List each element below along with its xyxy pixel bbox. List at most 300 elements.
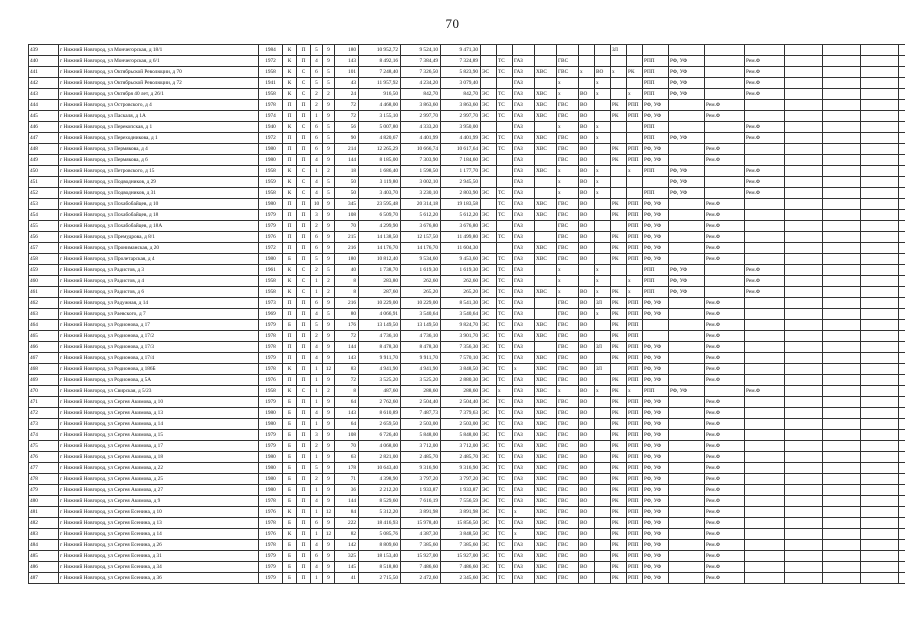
cell-area_living: 1 738,70 — [359, 265, 401, 276]
cell-area_apt: 2 472,60 — [401, 573, 441, 584]
cell-c18 — [899, 430, 905, 441]
table-row — [29, 287, 905, 298]
cell-c11: РФ, УФ — [643, 353, 669, 364]
cell-c15 — [785, 463, 823, 474]
cell-no: 479 — [29, 485, 59, 496]
cell-c15 — [785, 430, 823, 441]
cell-apts: 9 — [323, 463, 335, 474]
cell-c18 — [899, 155, 905, 166]
cell-c7: ВО — [579, 485, 595, 496]
cell-address: г Нижний Новгород, ул Пермякова, д 6 — [59, 155, 259, 166]
cell-no: 474 — [29, 430, 59, 441]
cell-area_apt: 9 534,60 — [401, 254, 441, 265]
cell-area_living: 9 911,70 — [359, 353, 401, 364]
cell-c16 — [823, 540, 861, 551]
cell-c16 — [823, 100, 861, 111]
cell-no: 459 — [29, 265, 59, 276]
cell-area_apt: 10 666,74 — [401, 144, 441, 155]
cell-c7: ВО — [579, 562, 595, 573]
cell-c1: 9 471,30 — [441, 45, 481, 56]
table-row — [29, 78, 905, 89]
cell-c11: РФ, УФ — [643, 507, 669, 518]
table-row — [29, 353, 905, 364]
cell-c17 — [861, 364, 899, 375]
table-row — [29, 243, 905, 254]
cell-c10: РПП — [627, 408, 643, 419]
cell-c11: РПП — [643, 78, 669, 89]
cell-c2 — [481, 177, 497, 188]
cell-apts: 9 — [323, 573, 335, 584]
cell-c8 — [595, 518, 611, 529]
cell-c8 — [595, 56, 611, 67]
cell-address: г Нижний Новгород, ул Мончегорская, д 6/1 — [59, 56, 259, 67]
cell-c5 — [535, 188, 557, 199]
table-row — [29, 342, 905, 353]
cell-c16 — [823, 177, 861, 188]
cell-c10 — [627, 188, 643, 199]
cell-c17 — [861, 485, 899, 496]
cell-mat: С — [297, 67, 311, 78]
cell-c1: 2 945,50 — [441, 177, 481, 188]
cell-c5 — [535, 298, 557, 309]
cell-area_living: 487,60 — [359, 386, 401, 397]
cell-apts: 9 — [323, 298, 335, 309]
cell-c17 — [861, 111, 899, 122]
cell-mat: П — [297, 518, 311, 529]
cell-c16 — [823, 441, 861, 452]
cell-mat: П — [297, 100, 311, 111]
cell-c18 — [899, 133, 905, 144]
cell-c11: РФ, УФ — [643, 111, 669, 122]
cell-c10: РПП — [627, 111, 643, 122]
cell-c9: РК — [611, 518, 627, 529]
cell-area_living: 6 509,70 — [359, 210, 401, 221]
cell-c7: ВО — [579, 452, 595, 463]
cell-apts: 9 — [323, 474, 335, 485]
cell-c16 — [823, 287, 861, 298]
cell-cat: Б — [283, 540, 297, 551]
cell-year: 1958 — [259, 386, 283, 397]
cell-c3: ТС — [497, 232, 513, 243]
cell-c17 — [861, 375, 899, 386]
cell-c16 — [823, 573, 861, 584]
cell-c2: ЭС — [481, 353, 497, 364]
cell-area_living: 3 155,10 — [359, 111, 401, 122]
cell-c11: РПП — [643, 166, 669, 177]
cell-c14: Рем.Ф — [745, 188, 785, 199]
cell-area_total: 84 — [335, 507, 359, 518]
cell-c15 — [785, 507, 823, 518]
cell-c5: ХВС — [535, 441, 557, 452]
cell-c10: РПП — [627, 452, 643, 463]
cell-c13: Рем.Ф — [705, 518, 745, 529]
cell-c11: РФ, УФ — [643, 551, 669, 562]
cell-c13: Рем.Ф — [705, 430, 745, 441]
cell-c1: 3 863,60 — [441, 100, 481, 111]
cell-year: 1978 — [259, 496, 283, 507]
cell-c17 — [861, 100, 899, 111]
table-row — [29, 364, 905, 375]
cell-c18 — [899, 452, 905, 463]
cell-apts: 9 — [323, 551, 335, 562]
cell-c14 — [745, 309, 785, 320]
cell-area_living: 5 085,76 — [359, 529, 401, 540]
cell-area_apt: 13 149,50 — [401, 320, 441, 331]
cell-c14: Рем.Ф — [745, 89, 785, 100]
cell-c2 — [481, 243, 497, 254]
cell-c13: Рем.Ф — [705, 320, 745, 331]
cell-c11: РФ, УФ — [643, 364, 669, 375]
cell-c14 — [745, 507, 785, 518]
cell-c12: РФ, УФ — [669, 67, 705, 78]
cell-mat: П — [297, 331, 311, 342]
cell-c9 — [611, 276, 627, 287]
cell-mat: П — [297, 254, 311, 265]
cell-c18 — [899, 232, 905, 243]
cell-c8 — [595, 540, 611, 551]
cell-c16 — [823, 309, 861, 320]
cell-c1: 3 891,98 — [441, 507, 481, 518]
cell-c5 — [535, 221, 557, 232]
cell-c10: РПП — [627, 562, 643, 573]
cell-c9: РК — [611, 397, 627, 408]
cell-area_living: 4 398,90 — [359, 474, 401, 485]
cell-c17 — [861, 89, 899, 100]
cell-area_living: 4 736,10 — [359, 331, 401, 342]
cell-floors: 1 — [311, 529, 323, 540]
cell-c12 — [669, 408, 705, 419]
cell-c9: ЗЛ — [611, 45, 627, 56]
cell-area_living: 12 265,29 — [359, 144, 401, 155]
cell-area_total: 144 — [335, 342, 359, 353]
cell-c11: РПП — [643, 276, 669, 287]
cell-c7 — [579, 78, 595, 89]
cell-c8 — [595, 375, 611, 386]
cell-c16 — [823, 254, 861, 265]
cell-c12 — [669, 452, 705, 463]
cell-year: 1980 — [259, 474, 283, 485]
cell-c9: РК — [611, 320, 627, 331]
table-row — [29, 331, 905, 342]
cell-c12: РФ, УФ — [669, 265, 705, 276]
cell-address: г Нижний Новгород, ул Раевского, д 7 — [59, 309, 259, 320]
cell-area_total: 50 — [335, 177, 359, 188]
cell-area_living: 4 068,00 — [359, 441, 401, 452]
cell-c16 — [823, 408, 861, 419]
cell-floors: 2 — [311, 265, 323, 276]
cell-c16 — [823, 243, 861, 254]
cell-mat: П — [297, 474, 311, 485]
cell-c17 — [861, 265, 899, 276]
cell-c18 — [899, 309, 905, 320]
cell-area_apt: 1 933,87 — [401, 485, 441, 496]
cell-c15 — [785, 551, 823, 562]
cell-c7: ВО — [579, 540, 595, 551]
cell-c7: ВО — [579, 507, 595, 518]
cell-c13: Рем.Ф — [705, 353, 745, 364]
cell-c4: ГАЗ — [513, 452, 535, 463]
cell-c13: Рем.Ф — [705, 551, 745, 562]
cell-c8 — [595, 232, 611, 243]
cell-apts: 9 — [323, 199, 335, 210]
cell-c15 — [785, 408, 823, 419]
cell-c5 — [535, 122, 557, 133]
cell-apts: 9 — [323, 221, 335, 232]
cell-apts: 5 — [323, 78, 335, 89]
cell-c6: х — [557, 287, 579, 298]
cell-floors: 6 — [311, 232, 323, 243]
cell-mat: П — [297, 452, 311, 463]
cell-cat: Б — [283, 474, 297, 485]
cell-c7: ВО — [579, 375, 595, 386]
cell-c12 — [669, 221, 705, 232]
cell-c12 — [669, 122, 705, 133]
cell-c2: ЭС — [481, 529, 497, 540]
cell-year: 1958 — [259, 166, 283, 177]
cell-c9: РК — [611, 254, 627, 265]
cell-c12 — [669, 397, 705, 408]
cell-area_total: 70 — [335, 441, 359, 452]
cell-c1: 3 676,80 — [441, 221, 481, 232]
cell-cat: Б — [283, 452, 297, 463]
cell-c5: ХВС — [535, 518, 557, 529]
cell-address: г Нижний Новгород, ул Родионова, д 186Б — [59, 364, 259, 375]
cell-c10: РПП — [627, 375, 643, 386]
cell-c13 — [705, 287, 745, 298]
cell-c4: ГАЗ — [513, 441, 535, 452]
cell-c17 — [861, 353, 899, 364]
cell-c4: ГАЗ — [513, 166, 535, 177]
cell-c8 — [595, 45, 611, 56]
cell-no: 453 — [29, 199, 59, 210]
cell-address: г Нижний Новгород, ул Родионова, д 17/4 — [59, 353, 259, 364]
cell-c1: 3 901,70 — [441, 331, 481, 342]
cell-address: г Нижний Новгород, ул Сергея Акимова, д 18 — [59, 452, 259, 463]
cell-c15 — [785, 320, 823, 331]
cell-c5: ХВС — [535, 452, 557, 463]
cell-c2: ЭС — [481, 89, 497, 100]
cell-c10: РПП — [627, 309, 643, 320]
cell-year: 1969 — [259, 309, 283, 320]
cell-c8: х — [595, 133, 611, 144]
cell-area_apt: 5 612,20 — [401, 210, 441, 221]
cell-apts: 9 — [323, 562, 335, 573]
cell-c3: ТС — [497, 199, 513, 210]
cell-c5: ХВС — [535, 100, 557, 111]
cell-area_total: 72 — [335, 111, 359, 122]
cell-floors: 4 — [311, 56, 323, 67]
cell-c13: Рем.Ф — [705, 463, 745, 474]
cell-apts: 2 — [323, 276, 335, 287]
cell-c7: ВО — [579, 232, 595, 243]
cell-mat: П — [297, 353, 311, 364]
cell-c6: ГВС — [557, 243, 579, 254]
cell-c11 — [643, 177, 669, 188]
cell-c11: РФ, УФ — [643, 518, 669, 529]
cell-c17 — [861, 496, 899, 507]
cell-c15 — [785, 45, 823, 56]
cell-c7: ВО — [579, 287, 595, 298]
cell-c11 — [643, 331, 669, 342]
cell-mat: С — [297, 78, 311, 89]
cell-year: 1978 — [259, 540, 283, 551]
cell-c16 — [823, 56, 861, 67]
cell-area_total: 72 — [335, 100, 359, 111]
cell-c5: ХВС — [535, 397, 557, 408]
cell-c4: ГАЗ — [513, 496, 535, 507]
cell-c8: ЗЛ — [595, 298, 611, 309]
cell-c10 — [627, 265, 643, 276]
cell-c13: Рем.Ф — [705, 342, 745, 353]
cell-c16 — [823, 331, 861, 342]
cell-area_total: 143 — [335, 408, 359, 419]
cell-cat: К — [283, 276, 297, 287]
cell-c1: 7 486,60 — [441, 562, 481, 573]
cell-area_total: 108 — [335, 430, 359, 441]
cell-c12 — [669, 342, 705, 353]
cell-c1: 7 556,59 — [441, 496, 481, 507]
cell-c17 — [861, 221, 899, 232]
cell-c17 — [861, 309, 899, 320]
cell-c8: х — [595, 188, 611, 199]
cell-mat: П — [297, 573, 311, 584]
cell-area_apt: 7 326,50 — [401, 67, 441, 78]
cell-c12 — [669, 309, 705, 320]
cell-mat: П — [297, 111, 311, 122]
cell-area_apt: 9 524,10 — [401, 45, 441, 56]
cell-c13: Рем.Ф — [705, 408, 745, 419]
cell-c5: ХВС — [535, 419, 557, 430]
cell-floors: 1 — [311, 375, 323, 386]
cell-c8: х — [595, 386, 611, 397]
cell-floors: 2 — [311, 221, 323, 232]
cell-c13 — [705, 177, 745, 188]
cell-no: 447 — [29, 133, 59, 144]
cell-c3: ТС — [497, 430, 513, 441]
cell-c4: ГАЗ — [513, 122, 535, 133]
cell-c14 — [745, 210, 785, 221]
cell-floors: 1 — [311, 287, 323, 298]
cell-c1: 2 345,60 — [441, 573, 481, 584]
cell-c14: Рем.Ф — [745, 122, 785, 133]
cell-c17 — [861, 474, 899, 485]
cell-c17 — [861, 397, 899, 408]
cell-no: 460 — [29, 276, 59, 287]
cell-c10: РПП — [627, 364, 643, 375]
cell-c11: РФ, УФ — [643, 496, 669, 507]
cell-c3: ТС — [497, 353, 513, 364]
cell-c15 — [785, 56, 823, 67]
cell-c5: ХВС — [535, 364, 557, 375]
cell-no: 466 — [29, 342, 59, 353]
cell-no: 441 — [29, 67, 59, 78]
cell-area_apt: 8 478,30 — [401, 342, 441, 353]
cell-area_apt: 842,70 — [401, 89, 441, 100]
cell-c12 — [669, 485, 705, 496]
cell-c11: РФ, УФ — [643, 298, 669, 309]
cell-cat: Б — [283, 254, 297, 265]
cell-c6: ГВС — [557, 309, 579, 320]
cell-cat: Б — [283, 419, 297, 430]
cell-c6: ГВС — [557, 298, 579, 309]
cell-year: 1979 — [259, 551, 283, 562]
cell-c4: ГАЗ — [513, 232, 535, 243]
cell-year: 1972 — [259, 243, 283, 254]
cell-c4: х — [513, 364, 535, 375]
cell-c11: РПП — [643, 133, 669, 144]
cell-no: 472 — [29, 408, 59, 419]
cell-c3: ТС — [497, 342, 513, 353]
cell-c2: ЭС — [481, 309, 497, 320]
cell-mat: П — [297, 232, 311, 243]
cell-area_living: 8 610,89 — [359, 408, 401, 419]
cell-c15 — [785, 364, 823, 375]
cell-c17 — [861, 254, 899, 265]
cell-mat: П — [297, 298, 311, 309]
cell-c10: РПП — [627, 342, 643, 353]
cell-c13: Рем.Ф — [705, 419, 745, 430]
cell-c5: ХВС — [535, 199, 557, 210]
cell-c16 — [823, 89, 861, 100]
cell-c16 — [823, 144, 861, 155]
cell-cat: П — [283, 221, 297, 232]
cell-c8 — [595, 507, 611, 518]
cell-cat: Б — [283, 320, 297, 331]
cell-c12 — [669, 100, 705, 111]
cell-c13: Рем.Ф — [705, 199, 745, 210]
cell-c4: ГАЗ — [513, 474, 535, 485]
cell-c8: х — [595, 287, 611, 298]
cell-c12 — [669, 529, 705, 540]
cell-floors: 1 — [311, 386, 323, 397]
cell-c13: Рем.Ф — [705, 441, 745, 452]
cell-c2: ЭС — [481, 188, 497, 199]
cell-floors: 10 — [311, 199, 323, 210]
cell-c3: ТС — [497, 375, 513, 386]
cell-c7: ВО — [579, 89, 595, 100]
cell-area_apt: 7 385,60 — [401, 540, 441, 551]
cell-c15 — [785, 309, 823, 320]
cell-c16 — [823, 210, 861, 221]
cell-c17 — [861, 298, 899, 309]
cell-area_living: 283,80 — [359, 276, 401, 287]
cell-c15 — [785, 573, 823, 584]
cell-c16 — [823, 375, 861, 386]
cell-c8 — [595, 144, 611, 155]
cell-cat: Б — [283, 518, 297, 529]
cell-c7: ВО — [579, 397, 595, 408]
cell-c9: РК — [611, 441, 627, 452]
cell-mat: П — [297, 45, 311, 56]
cell-c7 — [579, 56, 595, 67]
table-row — [29, 232, 905, 243]
cell-c5: ХВС — [535, 254, 557, 265]
cell-cat: К — [283, 529, 297, 540]
cell-c7: ВО — [579, 188, 595, 199]
cell-floors: 4 — [311, 177, 323, 188]
cell-c17 — [861, 529, 899, 540]
cell-no: 445 — [29, 111, 59, 122]
cell-area_living: 916,50 — [359, 89, 401, 100]
cell-c7: ВО — [579, 474, 595, 485]
cell-mat: П — [297, 430, 311, 441]
cell-c12 — [669, 254, 705, 265]
cell-c6: ГВС — [557, 507, 579, 518]
cell-c7: ВО — [579, 133, 595, 144]
cell-c10: РПП — [627, 573, 643, 584]
cell-c14 — [745, 518, 785, 529]
cell-area_apt: 3 540,64 — [401, 309, 441, 320]
